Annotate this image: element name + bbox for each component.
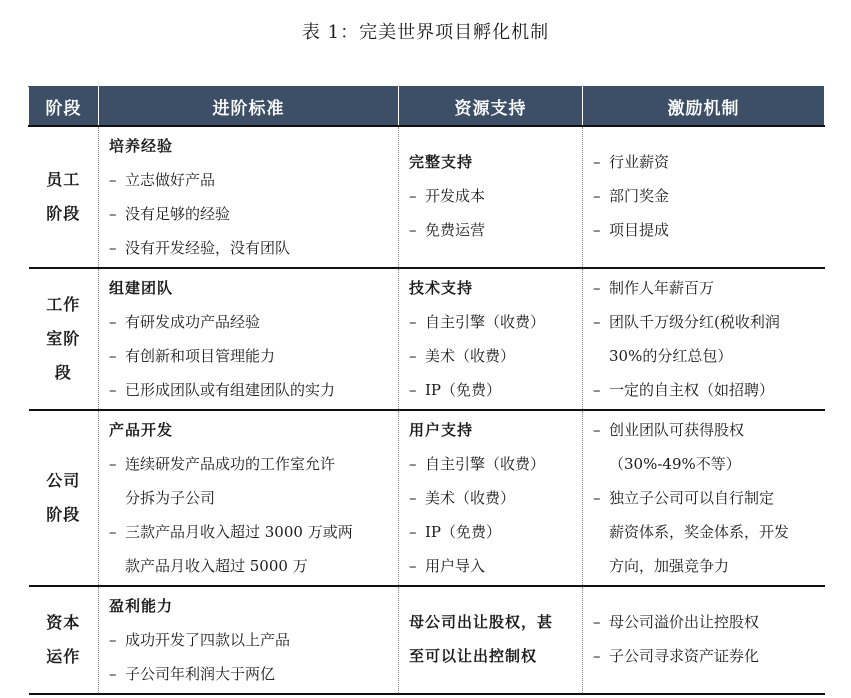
list-item: – 有研发成功产品经验 — [109, 305, 392, 339]
list-item: – 创业团队可获得股权 — [593, 413, 819, 447]
header-resources: 资源支持 — [399, 87, 583, 127]
stage-cell: 资本 运作 — [29, 586, 99, 694]
resource-cell — [399, 586, 583, 694]
table-caption: 表 1：完美世界项目孵化机制 — [301, 22, 550, 43]
list-item: – 子公司寻求资产证券化 — [593, 639, 819, 673]
header-incentives: 激励机制 — [583, 87, 825, 127]
list-item: – 已形成团队或有组建团队的实力 — [109, 373, 392, 407]
list-item-continuation: 30%的分红总包） — [609, 347, 733, 365]
criteria-title: 盈利能力 — [109, 597, 174, 615]
list-item: – 没有足够的经验 — [109, 197, 392, 231]
list-item: – 项目提成 — [593, 213, 819, 247]
list-item: – 子公司年利润大于两亿 — [109, 657, 392, 691]
list-item: – 独立子公司可以自行制定 — [593, 481, 819, 515]
incentive-cell — [583, 268, 825, 410]
list-item-continuation: 方向，加强竞争力 — [609, 557, 730, 575]
incentive-cell — [583, 410, 825, 586]
criteria-cell — [99, 126, 399, 268]
incentive-cell — [583, 126, 825, 268]
list-item: – 自主引擎（收费） — [409, 447, 576, 481]
list-item-continuation: 款产品月收入超过 5000 万 — [125, 557, 308, 575]
criteria-title: 产品开发 — [109, 421, 174, 439]
resource-line: 至可以让出控制权 — [409, 647, 538, 665]
header-row — [29, 87, 825, 127]
criteria-cell — [99, 268, 399, 410]
list-item: – IP（免费） — [409, 373, 576, 407]
list-item: – 母公司溢价出让控股权 — [593, 605, 819, 639]
list-item: – IP（免费） — [409, 515, 576, 549]
list-item: – 有创新和项目管理能力 — [109, 339, 392, 373]
list-item: – 部门奖金 — [593, 179, 819, 213]
list-item-continuation: 薪资体系，奖金体系，开发 — [609, 523, 790, 541]
header-stage: 阶段 — [29, 87, 99, 127]
list-item: – 制作人年薪百万 — [593, 271, 819, 305]
stage-cell: 公司 阶段 — [29, 410, 99, 586]
table-row — [29, 126, 825, 268]
resource-cell — [399, 126, 583, 268]
list-item: – 用户导入 — [409, 549, 576, 583]
list-item: – 连续研发产品成功的工作室允许 — [109, 447, 392, 481]
table-row — [29, 410, 825, 586]
resource-title: 用户支持 — [409, 421, 474, 439]
list-item: – 免费运营 — [409, 213, 576, 247]
criteria-cell — [99, 586, 399, 694]
list-item: – 美术（收费） — [409, 481, 576, 515]
list-item: – 成功开发了四款以上产品 — [109, 623, 392, 657]
incentive-cell — [583, 586, 825, 694]
resource-cell — [399, 410, 583, 586]
table-row — [29, 268, 825, 410]
resource-title: 完整支持 — [409, 153, 474, 171]
resource-cell — [399, 268, 583, 410]
list-item-continuation: （30%-49%不等） — [609, 455, 741, 473]
list-item: – 没有开发经验，没有团队 — [109, 231, 392, 265]
list-item-continuation: 分拆为子公司 — [125, 489, 216, 507]
criteria-cell — [99, 410, 399, 586]
header-criteria: 进阶标准 — [99, 87, 399, 127]
resource-title: 技术支持 — [409, 279, 474, 297]
stage-cell: 员工 阶段 — [29, 126, 99, 268]
criteria-title: 培养经验 — [109, 137, 174, 155]
list-item: – 一定的自主权（如招聘） — [593, 373, 819, 407]
list-item: – 美术（收费） — [409, 339, 576, 373]
list-item: – 自主引擎（收费） — [409, 305, 576, 339]
criteria-title: 组建团队 — [109, 279, 174, 297]
stage-cell: 工作 室阶 段 — [29, 268, 99, 410]
list-item: – 团队千万级分红(税收利润 — [593, 305, 819, 339]
list-item: – 开发成本 — [409, 179, 576, 213]
incubation-table — [28, 86, 825, 695]
resource-line: 母公司出让股权，甚 — [409, 613, 554, 631]
list-item: – 行业薪资 — [593, 145, 819, 179]
list-item: – 三款产品月收入超过 3000 万或两 — [109, 515, 392, 549]
table-row — [29, 586, 825, 694]
list-item: – 立志做好产品 — [109, 163, 392, 197]
